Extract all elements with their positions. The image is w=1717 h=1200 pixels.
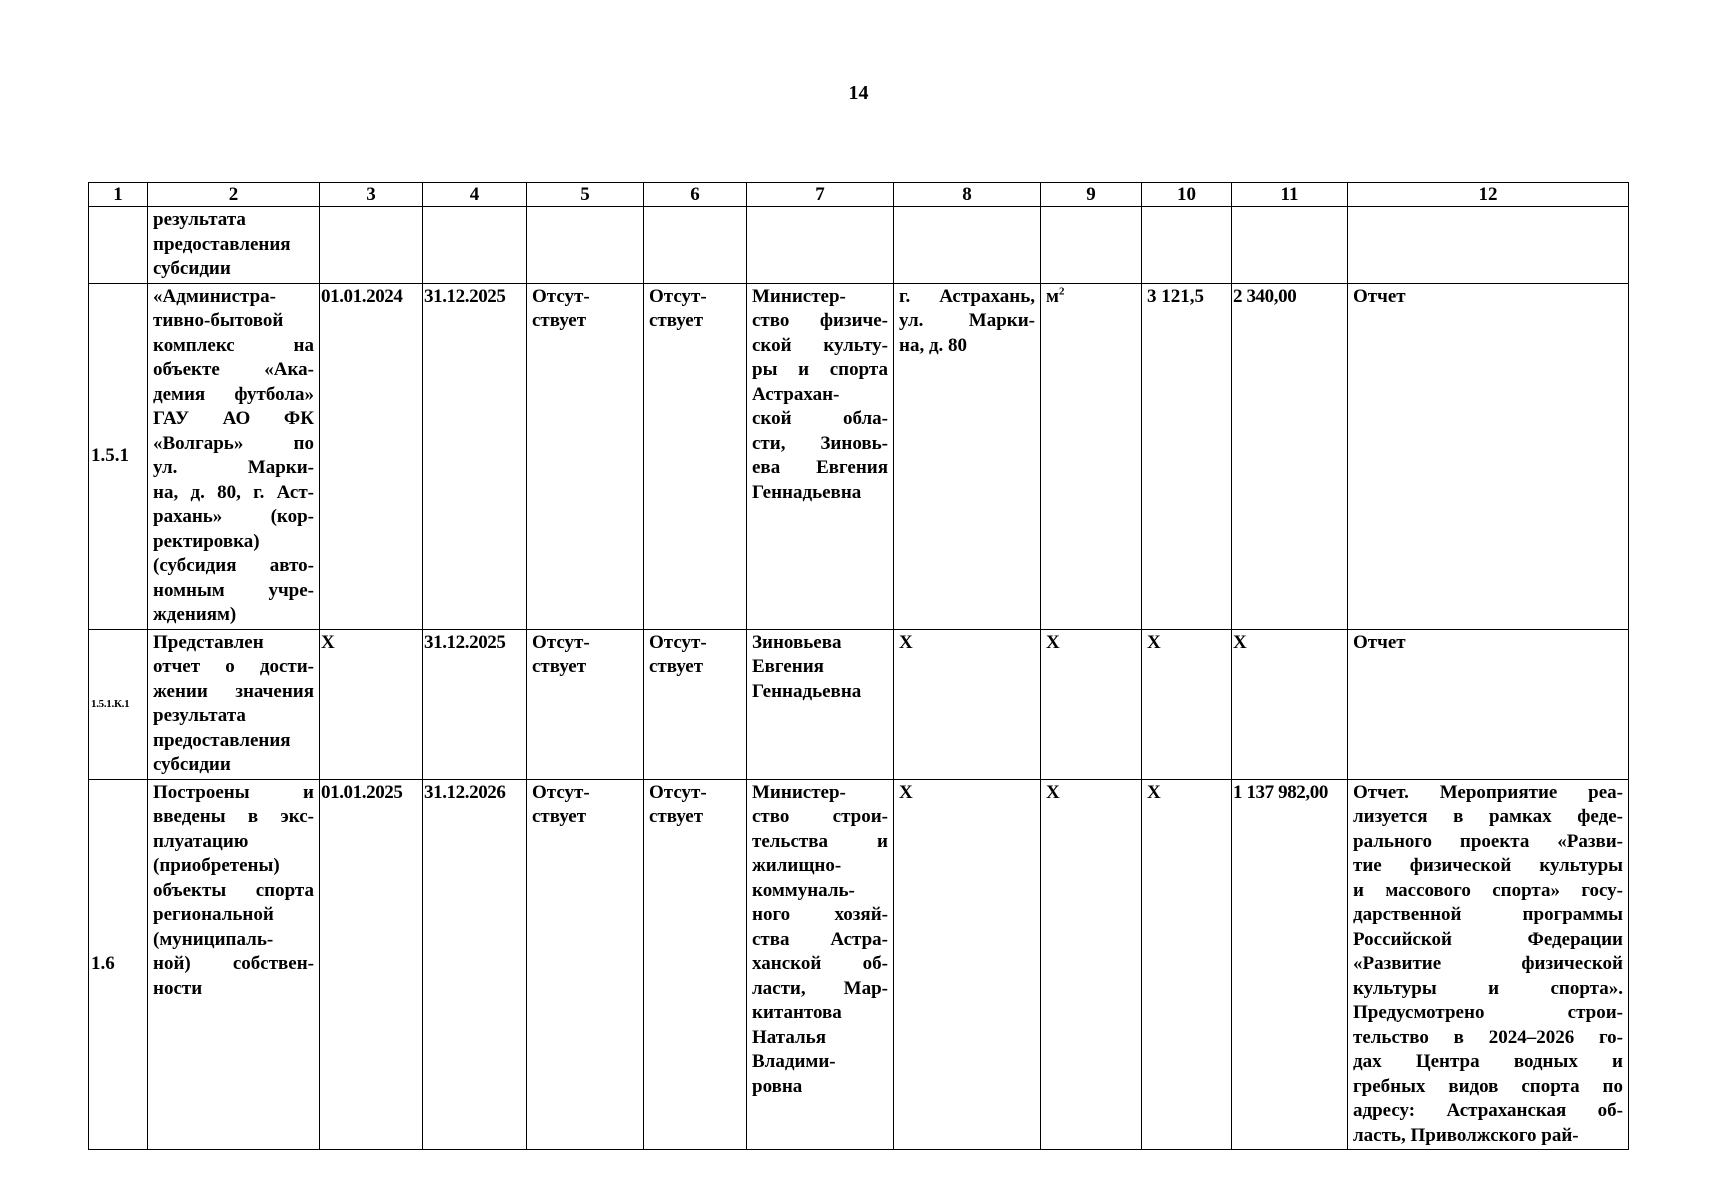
cell-line: Предусмотрено строи- (1353, 1002, 1623, 1023)
header-cell-6: 6 (644, 183, 747, 207)
cell-col-9 (1041, 207, 1142, 284)
cell-col-6 (644, 283, 747, 629)
cell-col-9: Х (1041, 629, 1142, 779)
cell-line: ласть, Приволжского рай- (1353, 1124, 1579, 1146)
header-cell-10: 10 (1142, 183, 1232, 207)
cell-line: Владими- (752, 1051, 836, 1072)
cell-line: Х (899, 631, 913, 653)
header-cell-8: 8 (894, 183, 1041, 207)
cell-line: ры и спорта (752, 359, 888, 380)
cell-line: тельства и (752, 830, 888, 852)
cell-line: рального проекта «Разви- (1353, 830, 1623, 852)
cell-col-2 (148, 207, 320, 284)
cell-line: Отсут- (532, 631, 590, 653)
cell-line: Отсут- (532, 285, 590, 307)
cell-col-1: 1.5.1 (89, 283, 148, 629)
cell-line: «Волгарь» по (153, 432, 314, 454)
table-row (89, 629, 1629, 779)
cell-line: лизуется в рамках феде- (1353, 806, 1623, 827)
cell-line: жилищно- (752, 855, 842, 876)
cell-line: номным учре- (153, 579, 314, 601)
cell-col-2 (148, 779, 320, 1150)
cell-line: и массового спорта» госу- (1353, 879, 1623, 901)
cell-line: ствует (532, 806, 587, 827)
cell-line: (приобретены) (153, 855, 280, 876)
cell-col-4 (423, 207, 527, 284)
cell-col-8 (894, 779, 1041, 1150)
cell-line: жении значения (153, 680, 314, 702)
cell-line: коммуналь- (752, 879, 855, 901)
cell-line: Министер- (752, 285, 846, 307)
cell-line: (муниципаль- (153, 928, 274, 950)
cell-line: культуры и спорта». (1353, 977, 1623, 999)
cell-col-2 (148, 283, 320, 629)
cell-col-3: 01.01.2025 (320, 779, 423, 1150)
cell-line: ного хозяй- (752, 904, 888, 925)
page-number: 14 (848, 82, 869, 104)
cell-line: отчет о дости- (153, 656, 314, 677)
cell-line: демия футбола» (153, 383, 314, 405)
cell-col-10: 3 121,5 (1142, 283, 1232, 629)
cell-line: ствует (649, 656, 704, 677)
cell-line: «Администра- (153, 285, 277, 307)
cell-line: Геннадьевна (752, 680, 862, 702)
cell-line: ханской об- (752, 953, 888, 974)
cell-line: сти, Зиновь- (752, 432, 888, 454)
cell-line: ности (153, 977, 203, 999)
cell-col-7 (747, 207, 894, 284)
cell-col-1: 1.6 (89, 779, 148, 1150)
header-cell-5: 5 (527, 183, 644, 207)
cell-col-12 (1348, 283, 1629, 629)
cell-line: ева Евгения (752, 457, 888, 478)
cell-line: субсидии (153, 754, 231, 775)
cell-line: ректировка) (153, 530, 260, 552)
cell-col-5 (527, 629, 644, 779)
data-table (88, 182, 1629, 1150)
table-row (89, 283, 1629, 629)
cell-col-3 (320, 207, 423, 284)
cell-line: адресу: Астраханская об- (1353, 1100, 1623, 1121)
unit-superscript: 2 (1058, 285, 1065, 298)
cell-line: Отчет. Мероприятие реа- (1353, 781, 1623, 803)
cell-col-1 (89, 207, 148, 284)
header-cell-11: 11 (1232, 183, 1348, 207)
cell-col-8 (894, 207, 1041, 284)
cell-line: введены в экс- (153, 806, 314, 827)
cell-col-8 (894, 629, 1041, 779)
cell-line: объекты спорта (153, 879, 314, 901)
cell-line: плуатацию (153, 830, 249, 852)
cell-col-5 (527, 207, 644, 284)
cell-line: Х (899, 781, 913, 803)
cell-line: ул. Марки- (153, 457, 314, 478)
cell-line: ствует (649, 806, 704, 827)
cell-line: ждениям) (153, 604, 237, 625)
cell-line: «Развитие физической (1353, 953, 1623, 974)
cell-col-3: Х (320, 629, 423, 779)
cell-line: результата (153, 705, 246, 726)
cell-line: Геннадьевна (752, 481, 862, 503)
cell-line: ствует (532, 310, 587, 331)
cell-line: рахань» (кор- (153, 506, 314, 527)
cell-col-4: 31.12.2026 (423, 779, 527, 1150)
cell-line: тельство в 2024–2026 го- (1353, 1026, 1623, 1048)
header-cell-2: 2 (148, 183, 320, 207)
cell-col-4: 31.12.2025 (423, 629, 527, 779)
cell-line: Отсут- (649, 781, 707, 803)
cell-line: ской обла- (752, 408, 888, 429)
cell-line: дарственной программы (1353, 904, 1623, 925)
cell-col-8 (894, 283, 1041, 629)
cell-line: дах Центра водных и (1353, 1051, 1623, 1072)
cell-line: Отсут- (649, 631, 707, 653)
cell-col-7 (747, 779, 894, 1150)
cell-line: региональной (153, 904, 274, 925)
cell-col-10: Х (1142, 629, 1232, 779)
header-cell-3: 3 (320, 183, 423, 207)
header-row (89, 183, 1629, 207)
cell-col-10 (1142, 207, 1232, 284)
cell-line: г. Астрахань, (899, 285, 1035, 307)
cell-line: Астрахан- (752, 383, 840, 405)
cell-line: Евгения (752, 656, 824, 677)
cell-col-9: Х (1041, 779, 1142, 1150)
cell-col-11 (1232, 207, 1348, 284)
cell-line: предоставления (153, 729, 291, 751)
cell-line: Представлен (153, 631, 264, 653)
cell-line: Отчет (1353, 285, 1406, 307)
cell-line: комплекс на (153, 334, 314, 356)
header-cell-4: 4 (423, 183, 527, 207)
cell-line: китантова (752, 1002, 842, 1023)
cell-line: ства Астра- (752, 928, 888, 950)
cell-line: ской культу- (752, 334, 888, 356)
cell-line: ГАУ АО ФК (153, 408, 314, 429)
cell-col-7 (747, 283, 894, 629)
cell-line: Зиновьева (752, 631, 842, 653)
cell-col-5 (527, 283, 644, 629)
cell-line: ровна (752, 1075, 803, 1097)
cell-line: ствует (532, 656, 587, 677)
cell-line: Отсут- (532, 781, 590, 803)
cell-col-3: 01.01.2024 (320, 283, 423, 629)
cell-line: ной) собствен- (153, 953, 314, 974)
cell-col-12 (1348, 779, 1629, 1150)
cell-line: ство строи- (752, 806, 888, 827)
cell-line: Отсут- (649, 285, 707, 307)
cell-line: тивно-бытовой (153, 310, 284, 331)
cell-line: Отчет (1353, 631, 1406, 653)
cell-line: гребных видов спорта по (1353, 1075, 1623, 1097)
cell-line: Министер- (752, 781, 846, 803)
cell-line: ласти, Мар- (752, 977, 888, 999)
cell-line: ул. Марки- (899, 310, 1035, 331)
cell-col-10: Х (1142, 779, 1232, 1150)
cell-line: субсидии (153, 258, 231, 279)
cell-line: Построены и (153, 781, 314, 803)
cell-col-11: Х (1232, 629, 1348, 779)
cell-col-6 (644, 207, 747, 284)
cell-line: Российской Федерации (1353, 928, 1623, 950)
cell-col-1: 1.5.1.К.1 (89, 629, 148, 779)
header-cell-12: 12 (1348, 183, 1629, 207)
cell-col-7 (747, 629, 894, 779)
header-cell-1: 1 (89, 183, 148, 207)
cell-col-11: 1 137 982,00 (1232, 779, 1348, 1150)
unit-text: м (1046, 285, 1059, 307)
header-cell-7: 7 (747, 183, 894, 207)
table-row (89, 207, 1629, 284)
cell-col-2 (148, 629, 320, 779)
cell-col-6 (644, 629, 747, 779)
cell-col-4: 31.12.2025 (423, 283, 527, 629)
cell-line: на, д. 80, г. Аст- (153, 481, 314, 503)
cell-col-5 (527, 779, 644, 1150)
cell-col-6 (644, 779, 747, 1150)
table-row (89, 779, 1629, 1150)
cell-line: объекте «Ака- (153, 359, 314, 380)
cell-col-12 (1348, 629, 1629, 779)
cell-col-12 (1348, 207, 1629, 284)
cell-col-9 (1041, 283, 1142, 629)
cell-line: (субсидия авто- (153, 555, 314, 576)
cell-line: на, д. 80 (899, 334, 968, 356)
cell-line: тие физической культуры (1353, 855, 1623, 876)
cell-line: предоставления (153, 233, 291, 255)
cell-line: Наталья (752, 1026, 827, 1048)
cell-line: ство физиче- (752, 310, 888, 331)
header-cell-9: 9 (1041, 183, 1142, 207)
cell-line: результата (153, 209, 246, 230)
cell-line: ствует (649, 310, 704, 331)
cell-col-11: 2 340,00 (1232, 283, 1348, 629)
